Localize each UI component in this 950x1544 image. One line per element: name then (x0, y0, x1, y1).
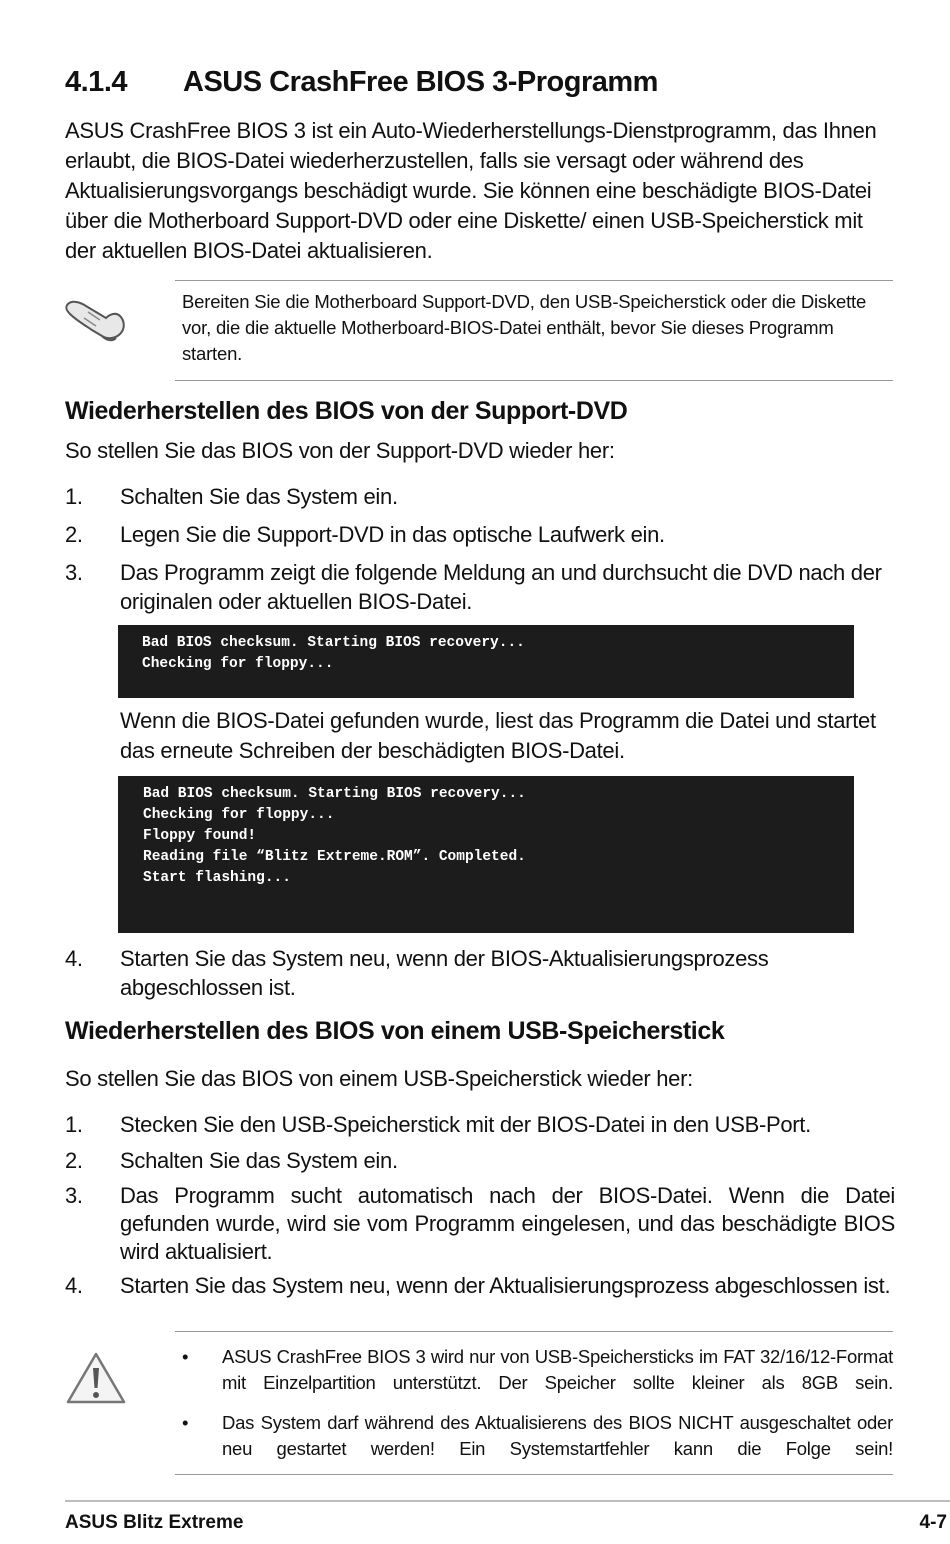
list-item (65, 558, 895, 616)
warning-box (175, 1331, 893, 1475)
list-item (175, 1410, 893, 1462)
list-item (65, 1272, 895, 1300)
note-box (175, 280, 893, 381)
list-item (175, 1344, 893, 1396)
console-line: Floppy found! (143, 828, 257, 844)
dvd-heading: Wiederherstellen des BIOS von der Support-DVD (65, 397, 628, 425)
warning-triangle-icon (64, 1350, 128, 1413)
step-number: 3. (65, 560, 83, 585)
dvd-lead: So stellen Sie das BIOS von der Support-DVD wieder her: (65, 438, 615, 463)
section-title-text: ASUS CrashFree BIOS 3-Programm (183, 66, 658, 98)
list-item (65, 520, 895, 549)
console-line: Checking for floppy... (142, 656, 334, 672)
list-item (65, 944, 895, 1002)
warning-text: ASUS CrashFree BIOS 3 wird nur von USB-Speichersticks im FAT 32/16/12-Format mit Einzelpartition unterstützt. Der Speicher sollte kleiner als 8GB sein. (222, 1346, 893, 1393)
intro-paragraph: ASUS CrashFree BIOS 3 ist ein Auto-Wiederherstellungs-Dienstprogramm, das Ihnen erlaubt, die BIOS-Datei wiederherzustellen, falls sie versagt oder während des Aktualisierungsvorgangs beschädigt wurde. Sie können eine beschädigte BIOS-Datei über die Motherboard Support-DVD oder eine Diskette/ einen USB-Speicherstick mit der aktuellen BIOS-Datei aktualisieren. (65, 118, 877, 263)
step-text: Stecken Sie den USB-Speicherstick mit der BIOS-Datei in den USB-Port. (120, 1112, 811, 1137)
section-title (65, 66, 658, 99)
step-text: Starten Sie das System neu, wenn der Aktualisierungsprozess abgeschlossen ist. (120, 1273, 891, 1298)
list-item (65, 482, 895, 511)
usb-lead: So stellen Sie das BIOS von einem USB-Speicherstick wieder her: (65, 1066, 693, 1091)
footer-page-number: 4-7 (919, 1512, 947, 1533)
warning-text: Das System darf während des Aktualisierens des BIOS NICHT ausgeschaltet oder neu gestartet werden! Ein Systemstartfehler kann die Folge sein! (222, 1412, 893, 1459)
step-text: Starten Sie das System neu, wenn der BIOS-Aktualisierungsprozess abgeschlossen ist. (120, 946, 769, 1000)
step-number: 3. (65, 1183, 83, 1208)
bullet: • (182, 1346, 189, 1367)
console-line: Bad BIOS checksum. Starting BIOS recovery... (142, 635, 525, 651)
step-number: 1. (65, 1112, 83, 1137)
console-line: Reading file “Blitz Extreme.ROM”. Completed. (143, 849, 526, 865)
step-number: 2. (65, 522, 83, 547)
console-line: Bad BIOS checksum. Starting BIOS recovery... (143, 786, 526, 802)
step-text: Das Programm zeigt die folgende Meldung an und durchsucht die DVD nach der originalen oder aktuellen BIOS-Datei. (120, 560, 882, 614)
console-line: Checking for floppy... (143, 807, 335, 823)
step-number: 4. (65, 1273, 83, 1298)
found-paragraph: Wenn die BIOS-Datei gefunden wurde, liest das Programm die Datei und startet das erneute Schreiben der beschädigten BIOS-Datei. (120, 708, 876, 763)
list-item (65, 1110, 895, 1139)
footer-product: ASUS Blitz Extreme (65, 1512, 244, 1533)
console-output-2 (118, 776, 854, 933)
step-text: Das Programm sucht automatisch nach der BIOS-Datei. Wenn die Datei gefunden wurde, wird sie vom Programm eingelesen, und das beschädigte BIOS wird aktualisiert. (120, 1183, 895, 1264)
step-number: 2. (65, 1148, 83, 1173)
console-line: Start flashing... (143, 870, 291, 886)
usb-heading: Wiederherstellen des BIOS von einem USB-Speicherstick (65, 1017, 725, 1045)
section-number: 4.1.4 (65, 66, 127, 98)
step-number: 1. (65, 484, 83, 509)
step-text: Schalten Sie das System ein. (120, 1148, 398, 1173)
list-item (65, 1182, 895, 1266)
step-text: Legen Sie die Support-DVD in das optische Laufwerk ein. (120, 522, 665, 547)
hand-pointing-icon (62, 290, 130, 353)
step-number: 4. (65, 946, 83, 971)
console-output-1 (118, 625, 854, 698)
step-text: Schalten Sie das System ein. (120, 484, 398, 509)
list-item (65, 1146, 895, 1175)
warning-list (175, 1332, 893, 1462)
note-text: Bereiten Sie die Motherboard Support-DVD, den USB-Speicherstick oder die Diskette vor, die die aktuelle Motherboard-BIOS-Datei enthält, bevor Sie dieses Programm starten. (182, 291, 867, 364)
footer-rule (65, 1500, 950, 1502)
bullet: • (182, 1412, 189, 1433)
